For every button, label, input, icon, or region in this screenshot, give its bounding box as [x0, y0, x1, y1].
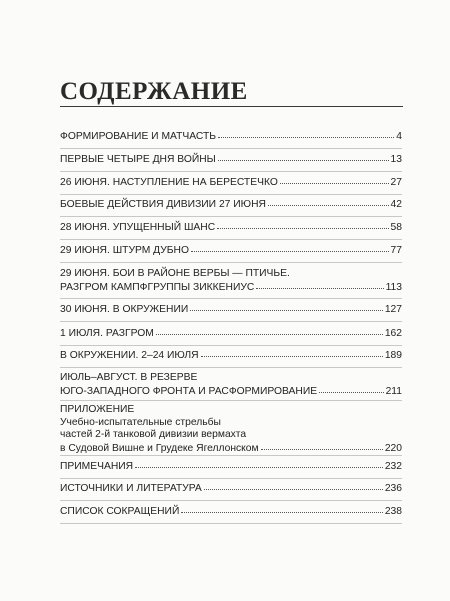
toc-entry-page: 58: [390, 222, 402, 233]
dot-leader: [319, 384, 383, 393]
divider: [60, 262, 402, 263]
toc-entry-page: 162: [384, 328, 402, 339]
divider: [60, 321, 402, 322]
toc-entry-page: 220: [384, 442, 402, 454]
toc-entry-12[interactable]: [60, 404, 402, 455]
toc-entry-title-line1: 29 ИЮНЯ. БОИ В РАЙОНЕ ВЕРБЫ — ПТИЧЬЕ.: [60, 268, 290, 279]
toc-entry-page: 236: [384, 483, 402, 494]
toc-entry-page: 232: [384, 461, 402, 472]
toc-entry-1[interactable]: [60, 130, 402, 144]
dot-leader: [135, 459, 383, 468]
toc-entry-title: БОЕВЫЕ ДЕЙСТВИЯ ДИВИЗИИ 27 ИЮНЯ: [60, 199, 266, 210]
toc-entry-page: 27: [390, 177, 402, 188]
toc-entry-title: 29 ИЮНЯ. ШТУРМ ДУБНО: [60, 245, 190, 256]
toc-entry-4[interactable]: [60, 198, 402, 212]
toc-entry-title: РАЗГРОМ КАМПФГРУППЫ ЗИККЕНИУС: [60, 281, 255, 293]
toc-entry-3[interactable]: [60, 176, 402, 190]
toc-entry-title-line1: ПРИЛОЖЕНИЕ: [60, 404, 135, 415]
toc-entry-title: ПРИМЕЧАНИЯ: [60, 461, 134, 472]
toc-entry-page: 77: [390, 245, 402, 256]
dot-leader: [204, 481, 383, 490]
toc-entry-15[interactable]: [60, 505, 402, 519]
toc-entry-6[interactable]: [60, 244, 402, 258]
toc-entry-page: 4: [396, 131, 402, 142]
toc-entry-title: 26 ИЮНЯ. НАСТУПЛЕНИЕ НА БЕРЕСТЕЧКО: [60, 177, 278, 188]
toc-entry-title: 1 ИЮЛЯ. РАЗГРОМ: [60, 328, 154, 339]
divider: [60, 478, 402, 479]
divider: [60, 194, 402, 195]
toc-entry-page: 127: [384, 304, 402, 315]
divider: [60, 239, 402, 240]
toc-entry-title: В ОКРУЖЕНИИ. 2–24 ИЮЛЯ: [60, 350, 199, 361]
toc-entry-9[interactable]: [60, 327, 402, 341]
dot-leader: [190, 302, 383, 311]
toc-entry-5[interactable]: [60, 221, 402, 235]
toc-entry-page: 211: [385, 385, 402, 397]
toc-entry-10[interactable]: [60, 349, 402, 363]
toc-entry-7[interactable]: [60, 268, 402, 294]
dot-leader: [280, 175, 389, 184]
divider: [60, 500, 402, 501]
divider: [60, 171, 402, 172]
dot-leader: [201, 348, 383, 357]
divider: [60, 523, 402, 524]
divider: [60, 345, 402, 346]
toc-entry-8[interactable]: [60, 303, 402, 317]
toc-entry-13[interactable]: [60, 460, 402, 474]
toc-entry-title: ИСТОЧНИКИ И ЛИТЕРАТУРА: [60, 483, 202, 494]
toc-entry-page: 113: [385, 281, 402, 293]
toc-entry-2[interactable]: [60, 153, 402, 167]
toc-entry-title: ЮГО-ЗАПАДНОГО ФРОНТА И РАСФОРМИРОВАНИЕ: [60, 385, 318, 397]
divider: [60, 400, 402, 401]
divider: [60, 298, 402, 299]
toc-entry-page: 13: [390, 154, 402, 165]
divider: [60, 367, 402, 368]
dot-leader: [218, 152, 389, 161]
divider: [60, 148, 402, 149]
dot-leader: [268, 197, 389, 206]
toc-entry-title: СПИСОК СОКРАЩЕНИЙ: [60, 506, 180, 517]
toc-entry-title: в Судовой Вишне и Грудеке Ягеллонском: [60, 442, 259, 454]
toc-entry-page: 42: [390, 199, 402, 210]
dot-leader: [218, 129, 394, 138]
toc-entry-page: 189: [384, 350, 402, 361]
dot-leader: [256, 280, 383, 289]
dot-leader: [191, 243, 389, 252]
divider: [60, 216, 402, 217]
toc-entry-page: 238: [384, 506, 402, 517]
dot-leader: [181, 504, 382, 513]
toc-entry-title: 30 ИЮНЯ. В ОКРУЖЕНИИ: [60, 304, 189, 315]
dot-leader: [261, 441, 383, 450]
toc-entry-subtitle-1: Учебно-испытательные стрельбы: [60, 416, 221, 428]
toc-entry-subtitle-2: частей 2-й танковой дивизии вермахта: [60, 429, 247, 440]
toc-entry-title: 28 ИЮНЯ. УПУЩЕННЫЙ ШАНС: [60, 222, 216, 233]
toc-entry-title: ПЕРВЫЕ ЧЕТЫРЕ ДНЯ ВОЙНЫ: [60, 154, 216, 165]
toc-entry-11[interactable]: [60, 372, 402, 398]
table-of-contents: [60, 0, 402, 601]
dot-leader: [217, 220, 388, 229]
dot-leader: [156, 326, 383, 335]
toc-entry-title: ФОРМИРОВАНИЕ И МАТЧАСТЬ: [60, 131, 217, 142]
toc-entry-title-line1: ИЮЛЬ–АВГУСТ. В РЕЗЕРВЕ: [60, 372, 198, 383]
page-title: СОДЕРЖАНИЕ: [60, 78, 248, 105]
toc-entry-14[interactable]: [60, 482, 402, 496]
divider: [60, 455, 402, 456]
